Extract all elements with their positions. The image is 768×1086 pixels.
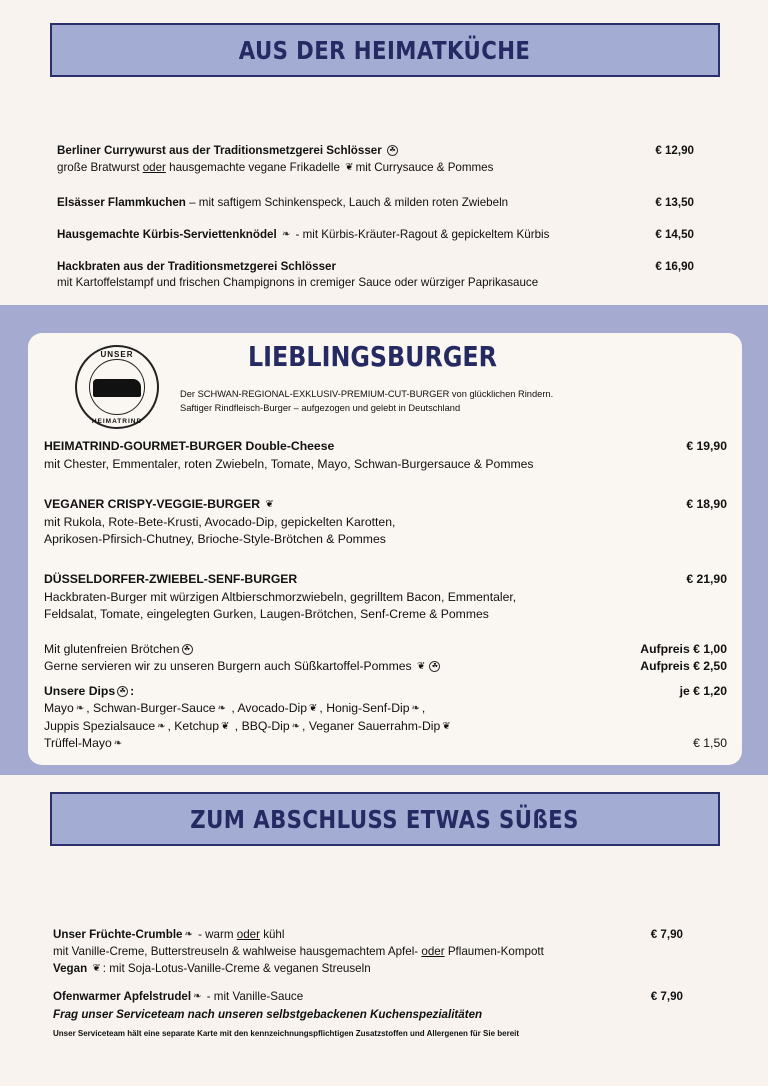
logo-text: UNSER	[100, 350, 134, 359]
item-desc	[53, 945, 544, 958]
section-banner-heimatkueche	[50, 23, 720, 77]
item-title: Hackbraten aus der Traditionsmetzgerei Schlösser	[57, 260, 336, 273]
menu-item	[57, 228, 549, 241]
dessert-item	[53, 928, 284, 941]
vegan-icon: ❦	[309, 703, 318, 715]
allergen-footer: Unser Serviceteam hält eine separate Karte mit den kennzeichnungspflichtigen Zusatzstoffen und Allergenen für Sie bereit	[53, 1029, 520, 1038]
menu-item	[57, 196, 508, 209]
desc-text: - warm	[194, 928, 237, 941]
item-price: € 19,90	[686, 439, 727, 453]
desc-text: kühl	[259, 928, 285, 941]
vegetarian-icon: ❧	[184, 929, 193, 941]
truffle-price: € 1,50	[693, 736, 727, 750]
item-title: Elsässer Flammkuchen	[57, 196, 186, 209]
dip: Trüffel-Mayo	[44, 736, 112, 750]
vegan-label: Vegan	[53, 962, 88, 975]
burger-intro: Der SCHWAN-REGIONAL-EXKLUSIV-PREMIUM-CUT-BURGER von glücklichen Rindern.	[180, 389, 554, 399]
item-title: HEIMATRIND-GOURMET-BURGER Double-Cheese	[44, 439, 335, 453]
item-price: € 13,50	[655, 196, 694, 209]
item-desc: mit Chester, Emmentaler, roten Zwiebeln, Tomate, Mayo, Schwan-Burgersauce & Pommes	[44, 457, 534, 471]
gluten-free-icon: ☘	[429, 661, 440, 672]
section-title: LIEBLINGSBURGER	[248, 340, 497, 373]
dip: , Veganer Sauerrahm-Dip	[302, 719, 441, 733]
vegan-option	[53, 962, 371, 975]
dessert-item	[53, 990, 303, 1003]
burger-item	[44, 497, 276, 511]
gluten-free-icon: ☘	[387, 145, 398, 156]
desc-text: mit Vanille-Creme, Butterstreuseln & wahlweise hausgemachtem Apfel-	[53, 945, 422, 958]
section-title: AUS DER HEIMATKÜCHE	[239, 35, 531, 65]
desc-or: oder	[421, 945, 445, 958]
gluten-free-icon: ☘	[117, 686, 128, 697]
item-title: Hausgemachte Kürbis-Serviettenknödel	[57, 228, 277, 241]
item-price: € 16,90	[655, 260, 694, 273]
dip: , Ketchup	[167, 719, 220, 733]
item-title: Berliner Currywurst aus der Traditionsmetzgerei Schlösser	[57, 144, 382, 157]
vegetarian-icon: ❧	[217, 703, 226, 715]
dips-line	[44, 736, 124, 750]
item-desc: - mit Vanille-Sauce	[203, 990, 304, 1003]
vegetarian-icon: ❧	[113, 738, 123, 750]
extra-item	[44, 659, 442, 673]
extra-price: Aufpreis € 2,50	[640, 659, 727, 673]
vegetarian-icon: ❧	[411, 703, 420, 715]
comma: ,	[421, 701, 426, 715]
item-desc	[57, 161, 493, 174]
extra-item	[44, 642, 195, 656]
vegan-icon: ❦	[442, 721, 451, 733]
heimatrind-logo	[75, 345, 159, 429]
section-banner-dessert	[50, 792, 720, 846]
item-price: € 7,90	[650, 928, 683, 941]
vegetarian-icon: ❧	[291, 721, 301, 733]
burger-intro: Saftiger Rindfleisch-Burger – aufgezogen und gelebt in Deutschland	[180, 403, 461, 413]
logo-text: HEIMATRIND	[91, 418, 143, 425]
extra-price: Aufpreis € 1,00	[640, 642, 727, 656]
item-price: € 12,90	[655, 144, 694, 157]
vegan-icon: ❦	[265, 499, 274, 511]
vegan-icon: ❦	[221, 721, 230, 733]
item-price: € 7,90	[650, 990, 683, 1003]
cow-icon	[93, 379, 141, 397]
item-title: DÜSSELDORFER-ZWIEBEL-SENF-BURGER	[44, 572, 298, 586]
menu-item	[57, 260, 336, 273]
item-desc: mit Rukola, Rote-Bete-Krusti, Avocado-Dip, gepickelten Karotten,	[44, 515, 396, 529]
item-desc: Aprikosen-Pfirsich-Chutney, Brioche-Style-Brötchen & Pommes	[44, 532, 386, 546]
extra-text: Mit glutenfreien Brötchen	[44, 642, 180, 656]
dip: , BBQ-Dip	[231, 719, 290, 733]
item-price: € 14,50	[655, 228, 694, 241]
item-title: Unser Früchte-Crumble	[53, 928, 183, 941]
burger-item	[44, 439, 334, 453]
menu-item	[57, 144, 400, 157]
item-desc: – mit saftigem Schinkenspeck, Lauch & milden roten Zwiebeln	[185, 196, 509, 209]
item-price: € 21,90	[686, 572, 727, 586]
dip: , Schwan-Burger-Sauce	[86, 701, 216, 715]
vegan-icon: ❦	[417, 661, 426, 673]
item-desc: Hackbraten-Burger mit würzigen Altbierschmorzwiebeln, gegrilltem Bacon, Emmentaler,	[44, 590, 517, 604]
item-price: € 18,90	[686, 497, 727, 511]
item-title: Ofenwarmer Apfelstrudel	[53, 990, 192, 1003]
dips-line	[44, 701, 425, 715]
section-title: ZUM ABSCHLUSS ETWAS SÜßES	[190, 804, 580, 834]
desc-text: Pflaumen-Kompott	[444, 945, 544, 958]
desc-text: große Bratwurst	[57, 161, 143, 174]
dips-title: Unsere Dips	[44, 684, 116, 698]
item-desc: Feldsalat, Tomate, eingelegten Gurken, Laugen-Brötchen, Senf-Creme & Pommes	[44, 607, 489, 621]
dip: Mayo	[44, 701, 74, 715]
vegetarian-icon: ❧	[193, 991, 202, 1003]
item-desc: - mit Kürbis-Kräuter-Ragout & gepickeltem Kürbis	[292, 228, 550, 241]
desc-text: hausgemachte vegane Frikadelle	[165, 161, 340, 174]
burger-item	[44, 572, 297, 586]
desc-text: : mit Soja-Lotus-Vanille-Creme & veganen Streuseln	[102, 962, 371, 975]
desc-text: mit Currysauce & Pommes	[355, 161, 494, 174]
desc-or: oder	[142, 161, 166, 174]
dips-heading	[44, 684, 134, 698]
vegetarian-icon: ❧	[157, 721, 166, 733]
gluten-free-icon: ☘	[182, 644, 193, 655]
colon: :	[130, 684, 135, 698]
desc-or: oder	[236, 928, 260, 941]
vegetarian-icon: ❧	[281, 229, 291, 241]
extra-text: Gerne servieren wir zu unseren Burgern auch Süßkartoffel-Pommes	[44, 659, 412, 673]
vegetarian-icon: ❧	[75, 703, 85, 715]
dip: Juppis Spezialsauce	[44, 719, 156, 733]
item-title: VEGANER CRISPY-VEGGIE-BURGER	[44, 497, 261, 511]
dip: , Honig-Senf-Dip	[319, 701, 410, 715]
dip: , Avocado-Dip	[227, 701, 308, 715]
dips-price: je € 1,20	[679, 684, 727, 698]
vegan-icon: ❦	[345, 162, 354, 174]
dips-line	[44, 719, 453, 733]
item-desc: mit Kartoffelstampf und frischen Champignons in cremiger Sauce oder würziger Paprikasauce	[57, 276, 539, 289]
cake-note: Frag unser Serviceteam nach unseren selbstgebackenen Kuchenspezialitäten	[53, 1008, 483, 1021]
vegan-icon: ❦	[92, 963, 101, 975]
